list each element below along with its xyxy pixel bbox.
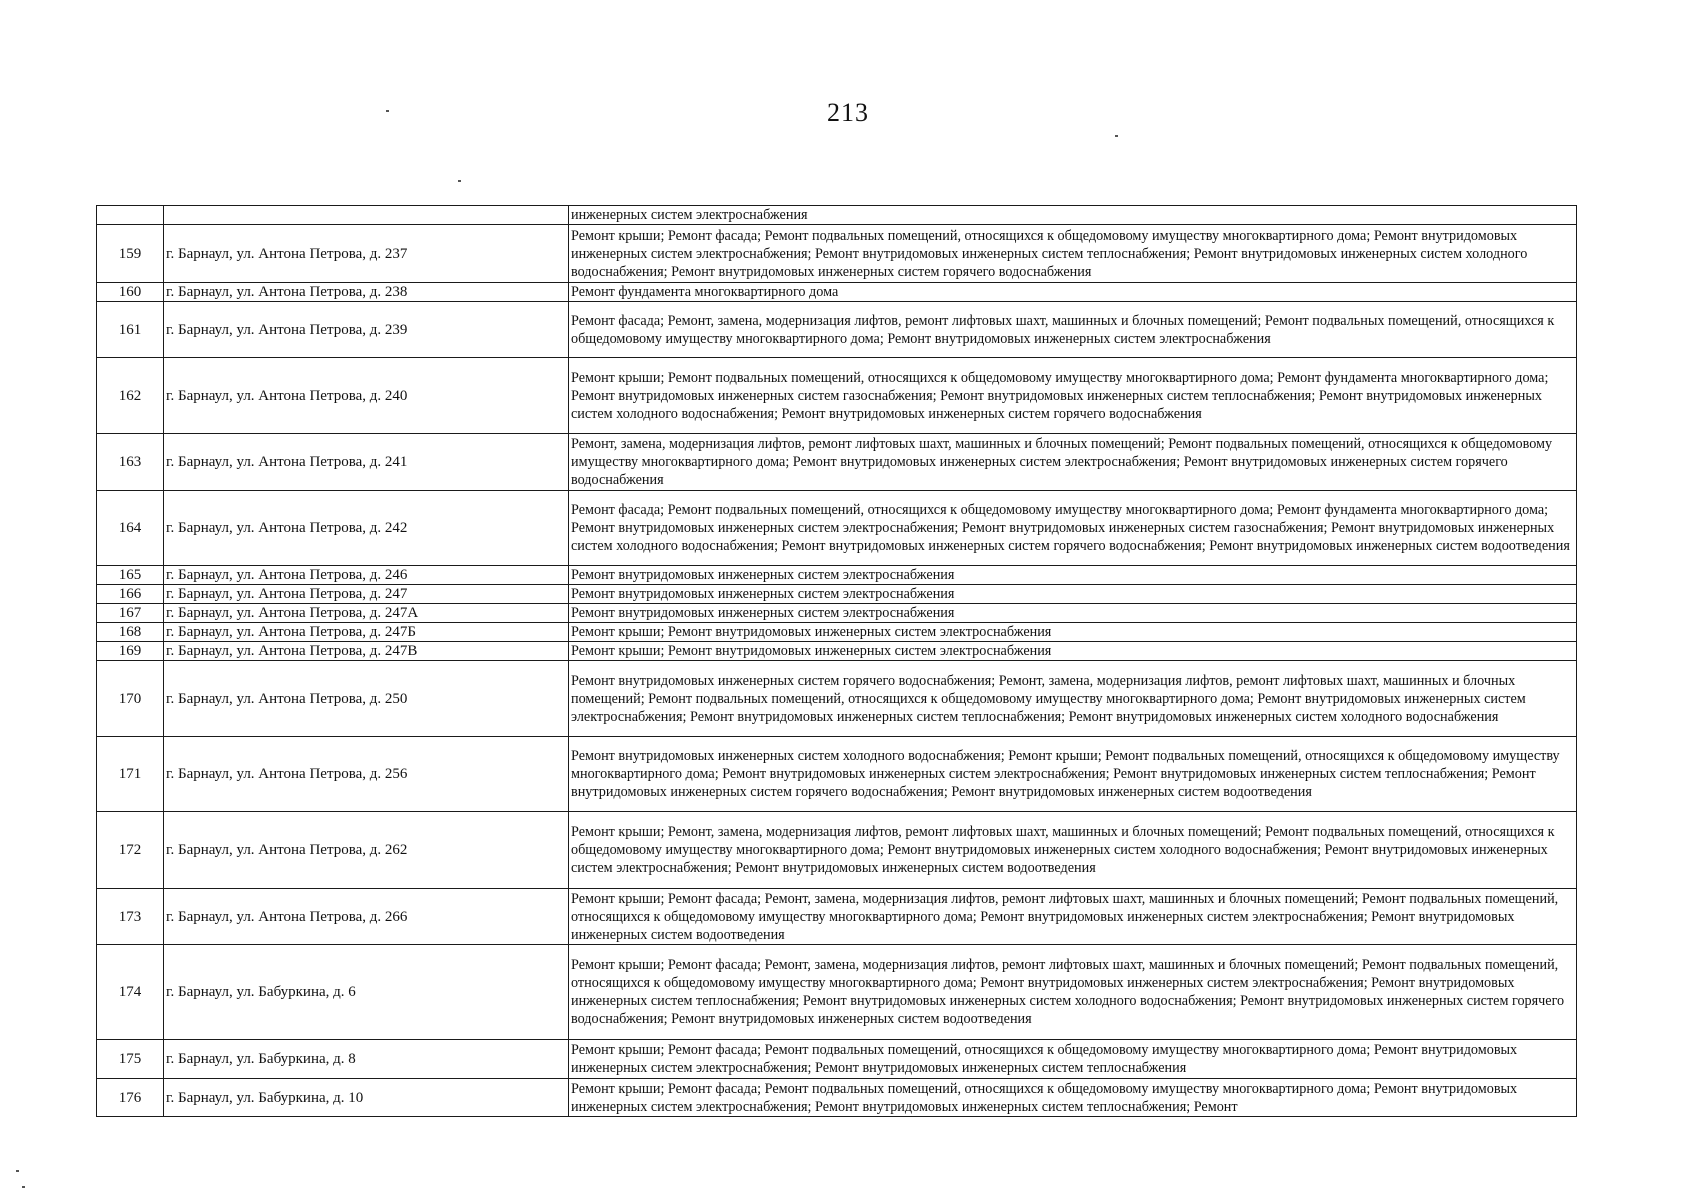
row-works: Ремонт фундамента многоквартирного дома bbox=[569, 283, 1577, 302]
row-address: г. Барнаул, ул. Антона Петрова, д. 246 bbox=[164, 566, 569, 585]
row-works: Ремонт фасада; Ремонт подвальных помещений, относящихся к общедомовому имуществу многоквартирного дома; Ремонт фундамента многоквартирного дома; Ремонт внутридомовых инженерных систем электроснабжения; Ремонт внутридомовых инженерных систем газоснабжения; Ремонт внутридомовых инженерных систем холодного водоснабжения; Ремонт внутридомовых инженерных систем горячего водоснабжения; Ремонт внутридомовых инженерных систем водоотведения bbox=[569, 491, 1577, 566]
row-address: г. Барнаул, ул. Антона Петрова, д. 247В bbox=[164, 642, 569, 661]
row-works: Ремонт крыши; Ремонт фасада; Ремонт подвальных помещений, относящихся к общедомовому имуществу многоквартирного дома; Ремонт внутридомовых инженерных систем электроснабжения; Ремонт внутридомовых инженерных систем теплоснабжения; Ремонт bbox=[569, 1079, 1577, 1117]
scan-speck bbox=[386, 110, 389, 112]
row-address: г. Барнаул, ул. Бабуркина, д. 10 bbox=[164, 1079, 569, 1117]
table-row bbox=[97, 206, 1577, 225]
row-number: 170 bbox=[97, 661, 164, 737]
row-works: Ремонт крыши; Ремонт фасада; Ремонт, замена, модернизация лифтов, ремонт лифтовых шахт, машинных и блочных помещений; Ремонт подвальных помещений, относящихся к общедомовому имуществу многоквартирного дома; Ремонт внутридомовых инженерных систем электроснабжения; Ремонт внутридомовых инженерных систем водоотведения bbox=[569, 889, 1577, 945]
row-number: 175 bbox=[97, 1040, 164, 1079]
table-row bbox=[97, 604, 1577, 623]
row-number bbox=[97, 206, 164, 225]
row-number: 169 bbox=[97, 642, 164, 661]
row-number: 162 bbox=[97, 358, 164, 434]
row-address: г. Барнаул, ул. Антона Петрова, д. 256 bbox=[164, 737, 569, 812]
scan-speck bbox=[16, 1170, 19, 1172]
row-works: Ремонт внутридомовых инженерных систем горячего водоснабжения; Ремонт, замена, модернизация лифтов, ремонт лифтовых шахт, машинных и блочных помещений; Ремонт подвальных помещений, относящихся к общедомовому имуществу многоквартирного дома; Ремонт внутридомовых инженерных систем электроснабжения; Ремонт внутридомовых инженерных систем теплоснабжения; Ремонт внутридомовых инженерных систем холодного водоснабжения bbox=[569, 661, 1577, 737]
scan-speck bbox=[1115, 135, 1118, 137]
row-works: Ремонт внутридомовых инженерных систем холодного водоснабжения; Ремонт крыши; Ремонт подвальных помещений, относящихся к общедомовому имуществу многоквартирного дома; Ремонт внутридомовых инженерных систем электроснабжения; Ремонт внутридомовых инженерных систем теплоснабжения; Ремонт внутридомовых инженерных систем горячего водоснабжения; Ремонт внутридомовых инженерных систем водоотведения bbox=[569, 737, 1577, 812]
row-address: г. Барнаул, ул. Антона Петрова, д. 242 bbox=[164, 491, 569, 566]
row-address: г. Барнаул, ул. Антона Петрова, д. 238 bbox=[164, 283, 569, 302]
row-number: 160 bbox=[97, 283, 164, 302]
table-row bbox=[97, 585, 1577, 604]
table-row bbox=[97, 889, 1577, 945]
row-number: 163 bbox=[97, 434, 164, 491]
row-number: 168 bbox=[97, 623, 164, 642]
table-row bbox=[97, 225, 1577, 283]
row-works: Ремонт крыши; Ремонт подвальных помещений, относящихся к общедомовому имуществу многоквартирного дома; Ремонт фундамента многоквартирного дома; Ремонт внутридомовых инженерных систем газоснабжения; Ремонт внутридомовых инженерных систем теплоснабжения; Ремонт внутридомовых инженерных систем холодного водоснабжения; Ремонт внутридомовых инженерных систем горячего водоснабжения bbox=[569, 358, 1577, 434]
table-row bbox=[97, 358, 1577, 434]
page-number: 213 bbox=[827, 98, 869, 127]
row-number: 166 bbox=[97, 585, 164, 604]
row-address: г. Барнаул, ул. Антона Петрова, д. 266 bbox=[164, 889, 569, 945]
row-works: инженерных систем электроснабжения bbox=[569, 206, 1577, 225]
scan-speck bbox=[22, 1186, 25, 1188]
row-number: 171 bbox=[97, 737, 164, 812]
scan-speck bbox=[458, 180, 461, 182]
row-address bbox=[164, 206, 569, 225]
row-works: Ремонт крыши; Ремонт, замена, модернизация лифтов, ремонт лифтовых шахт, машинных и блочных помещений; Ремонт подвальных помещений, относящихся к общедомовому имуществу многоквартирного дома; Ремонт внутридомовых инженерных систем холодного водоснабжения; Ремонт внутридомовых инженерных систем электроснабжения; Ремонт внутридомовых инженерных систем водоотведения bbox=[569, 812, 1577, 889]
row-address: г. Барнаул, ул. Антона Петрова, д. 247 bbox=[164, 585, 569, 604]
row-works: Ремонт, замена, модернизация лифтов, ремонт лифтовых шахт, машинных и блочных помещений; Ремонт подвальных помещений, относящихся к общедомовому имуществу многоквартирного дома; Ремонт внутридомовых инженерных систем электроснабжения; Ремонт внутридомовых инженерных систем горячего водоснабжения bbox=[569, 434, 1577, 491]
table-row bbox=[97, 737, 1577, 812]
row-works: Ремонт крыши; Ремонт фасада; Ремонт подвальных помещений, относящихся к общедомовому имуществу многоквартирного дома; Ремонт внутридомовых инженерных систем электроснабжения; Ремонт внутридомовых инженерных систем теплоснабжения bbox=[569, 1040, 1577, 1079]
table-row bbox=[97, 1040, 1577, 1079]
row-address: г. Барнаул, ул. Антона Петрова, д. 247Б bbox=[164, 623, 569, 642]
table-row bbox=[97, 812, 1577, 889]
row-number: 173 bbox=[97, 889, 164, 945]
table-row bbox=[97, 642, 1577, 661]
row-number: 164 bbox=[97, 491, 164, 566]
row-address: г. Барнаул, ул. Бабуркина, д. 8 bbox=[164, 1040, 569, 1079]
row-address: г. Барнаул, ул. Антона Петрова, д. 262 bbox=[164, 812, 569, 889]
table-row bbox=[97, 623, 1577, 642]
row-number: 161 bbox=[97, 302, 164, 358]
register-table bbox=[96, 205, 1577, 1117]
row-number: 165 bbox=[97, 566, 164, 585]
row-works: Ремонт крыши; Ремонт внутридомовых инженерных систем электроснабжения bbox=[569, 623, 1577, 642]
table-row bbox=[97, 945, 1577, 1040]
table-row bbox=[97, 283, 1577, 302]
row-works: Ремонт внутридомовых инженерных систем электроснабжения bbox=[569, 585, 1577, 604]
row-works: Ремонт внутридомовых инженерных систем электроснабжения bbox=[569, 604, 1577, 623]
table-row bbox=[97, 491, 1577, 566]
row-address: г. Барнаул, ул. Антона Петрова, д. 237 bbox=[164, 225, 569, 283]
row-address: г. Барнаул, ул. Антона Петрова, д. 247А bbox=[164, 604, 569, 623]
row-number: 167 bbox=[97, 604, 164, 623]
row-number: 176 bbox=[97, 1079, 164, 1117]
table-row bbox=[97, 1079, 1577, 1117]
row-address: г. Барнаул, ул. Антона Петрова, д. 239 bbox=[164, 302, 569, 358]
table-row bbox=[97, 566, 1577, 585]
row-works: Ремонт крыши; Ремонт внутридомовых инженерных систем электроснабжения bbox=[569, 642, 1577, 661]
row-works: Ремонт фасада; Ремонт, замена, модернизация лифтов, ремонт лифтовых шахт, машинных и блочных помещений; Ремонт подвальных помещений, относящихся к общедомовому имуществу многоквартирного дома; Ремонт внутридомовых инженерных систем электроснабжения bbox=[569, 302, 1577, 358]
row-number: 172 bbox=[97, 812, 164, 889]
row-address: г. Барнаул, ул. Антона Петрова, д. 241 bbox=[164, 434, 569, 491]
table-row bbox=[97, 434, 1577, 491]
row-works: Ремонт крыши; Ремонт фасада; Ремонт, замена, модернизация лифтов, ремонт лифтовых шахт, машинных и блочных помещений; Ремонт подвальных помещений, относящихся к общедомовому имуществу многоквартирного дома; Ремонт внутридомовых инженерных систем электроснабжения; Ремонт внутридомовых инженерных систем теплоснабжения; Ремонт внутридомовых инженерных систем холодного водоснабжения; Ремонт внутридомовых инженерных систем горячего водоснабжения; Ремонт внутридомовых инженерных систем водоотведения bbox=[569, 945, 1577, 1040]
row-address: г. Барнаул, ул. Антона Петрова, д. 240 bbox=[164, 358, 569, 434]
row-number: 159 bbox=[97, 225, 164, 283]
row-address: г. Барнаул, ул. Антона Петрова, д. 250 bbox=[164, 661, 569, 737]
row-number: 174 bbox=[97, 945, 164, 1040]
table-row bbox=[97, 302, 1577, 358]
row-address: г. Барнаул, ул. Бабуркина, д. 6 bbox=[164, 945, 569, 1040]
row-works: Ремонт крыши; Ремонт фасада; Ремонт подвальных помещений, относящихся к общедомовому имуществу многоквартирного дома; Ремонт внутридомовых инженерных систем электроснабжения; Ремонт внутридомовых инженерных систем теплоснабжения; Ремонт внутридомовых инженерных систем холодного водоснабжения; Ремонт внутридомовых инженерных систем горячего водоснабжения bbox=[569, 225, 1577, 283]
row-works: Ремонт внутридомовых инженерных систем электроснабжения bbox=[569, 566, 1577, 585]
table-row bbox=[97, 661, 1577, 737]
